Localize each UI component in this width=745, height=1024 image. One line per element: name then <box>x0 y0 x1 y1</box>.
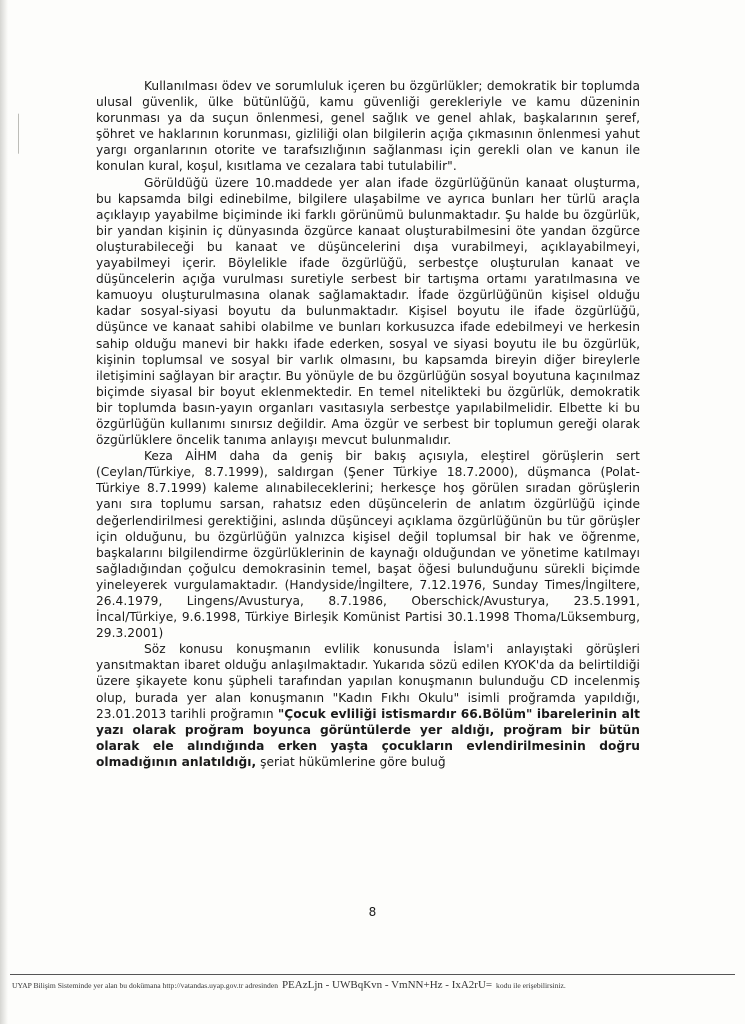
page-number: 8 <box>368 905 377 919</box>
paragraph-4 <box>96 641 640 770</box>
paragraph-2 <box>96 175 640 449</box>
paragraph-1-text: Kullanılması ödev ve sorumluluk içeren bu özgürlükler; demokratik bir toplumda ulusal güvenlik, ülke bütünlüğü, kamu güvenliği gerekleriyle ve kamu düzeninin korunması ya da suçun önlenmesi, genel sağlık ve genel ahlak, başkalarının şeref, şöhret ve haklarının korunması, gizliliği olan bilgilerin açığa çıkmasının önlenmesi yahut yargı organlarının otorite ve tarafsızlığının sağlanması için gerekli olan ve kanun ile konulan kural, koşul, kısıtlama ve cezalara tabi tutulabilir". <box>96 79 640 174</box>
paragraph-3-text: Keza AİHM daha da geniş bir bakış açısıyla, eleştirel görüşlerin sert (Ceylan/Türkiye, 8.7.1999), saldırgan (Şener Türkiye 18.7.2000), düşmanca (Polat-Türkiye 8.7.1999) kaleme alınabileceklerini; herkesçe hoş görülen sıradan görüşlerin yanı sıra toplumu sarsan, rahatsız eden düşüncelerin de anlatım özgürlüğü içinde değerlendirilmesi gerektiğini, aslında düşünceyi açıklama özgürlüğünün bu tür görüşler için olduğunu, bu özgürlüğün yalnızca kişisel değil toplumsal bir hak ve öğrenme, başkalarını bilgilendirme özgürlüklerinin de kaynağı olduğundan ve yönetime katılmayı sağladığından çoğulcu demokrasinin temel, başat öğesi bulunduğunu sürekli biçimde yineleyerek vurgulamaktadır. (Handyside/İngiltere, 7.12.1976, Sunday Times/İngiltere, 26.4.1979, Lingens/Avusturya, 8.7.1986, Oberschick/Avusturya, 23.5.1991, İncal/Türkiye, 9.6.1998, Türkiye Birleşik Komünist Partisi 30.1.1998 Thoma/Lüksemburg, 29.3.2001) <box>96 449 640 641</box>
footer-divider <box>10 974 735 975</box>
footer-text-start: UYAP Bilişim Sisteminde yer alan bu dokümana http://vatandas.uyap.gov.tr adresinden <box>12 981 279 990</box>
paragraph-4-bold: "Çocuk evliliği istismardır 66.Bölüm" ibarelerinin alt yazı olarak proğram boyunca görüntülerde yer aldığı, proğram bir bütün olarak ele alındığında erken yaşta çocukların evlendirilmesinin doğru olmadığının anlatıldığı, <box>96 706 640 769</box>
footer <box>12 979 733 991</box>
paragraph-3 <box>96 448 640 641</box>
paragraph-1 <box>96 78 640 175</box>
paragraph-2-text: Görüldüğü üzere 10.maddede yer alan ifade özgürlüğünün kanaat oluşturma, bu kapsamda bilgi edinebilme, bilgilere ulaşabilme ve ayrıca bunları her türlü araçla açıklayıp yayabilme biçiminde iki farklı görünümü bulunmaktadır. Şu halde bu özgürlük, bir yandan kişinin iç dünyasında özgürce kanaat oluşturabilmesini öte yandan özgürce oluşturabileceği bu kanaat ve düşüncelerini dışa vurabilmeyi, açıklayabilmeyi, yayabilmeyi içerir. Böylelikle ifade özgürlüğü, serbestçe oluşturulan kanaat ve düşüncelerin açığa vurulması suretiyle serbest bir tartışma ortamı yaratılmasına ve kamuoyu oluşturulmasına olanak sağlamaktadır. İfade özgürlüğünün kişisel olduğu kadar sosyal-siyasi boyutu da bulunmaktadır. Kişisel boyutu ile ifade özgürlüğü, düşünce ve kanaat sahibi olabilme ve bunları korkusuzca ifade edebilmeyi ve herkesin sahip olduğu manevi bir hakkı ifade ederken, sosyal ve siyasi boyutu ile bu özgürlük, kişinin toplumsal ve sosyal bir varlık olmasını, bu kapsamda bireyin diğer bireylerle iletişimini sağlayan bir araçtır. Bu yönüyle de bu özgürlüğün sosyal boyutuna kaçınılmaz biçimde siyasal bir boyut eklenmektedir. En temel nitelikteki bu özgürlük, demokratik bir toplumda basın-yayın organları vasıtasıyla serbestçe yapılabilmelidir. Elbette ki bu özgürlüğün kullanımı sınırsız değildir. Ama özgür ve serbest bir toplumun gereği olarak özgürlüklere öncelik tanıma anlayışı mevcut bulunmalıdır. <box>96 175 640 448</box>
footer-access-code: PEAzLjn - UWBqKvn - VmNN+Hz - IxA2rU= <box>281 979 493 991</box>
document-body <box>96 78 640 770</box>
paragraph-4-start: Söz konusu konuşmanın evlilik konusunda İslam'i anlayıştaki görüşleri yansıtmaktan ibaret olduğu anlaşılmaktadır. Yukarıda sözü edilen KYOK'da da belirtildiği üzere şikayete konu şüpheli tarafından yapılan konuşmanın bulunduğu CD incelenmiş olup, burada yer alan konuşmanın "Kadın Fıkhı Okulu" isimli proğramda yapıldığı, 23.01.2013 tarihli proğramın <box>96 642 640 721</box>
paragraph-4-end: şeriat hükümlerine göre buluğ <box>256 754 446 769</box>
footer-text-end: kodu ile erişebilirsiniz. <box>496 981 566 990</box>
